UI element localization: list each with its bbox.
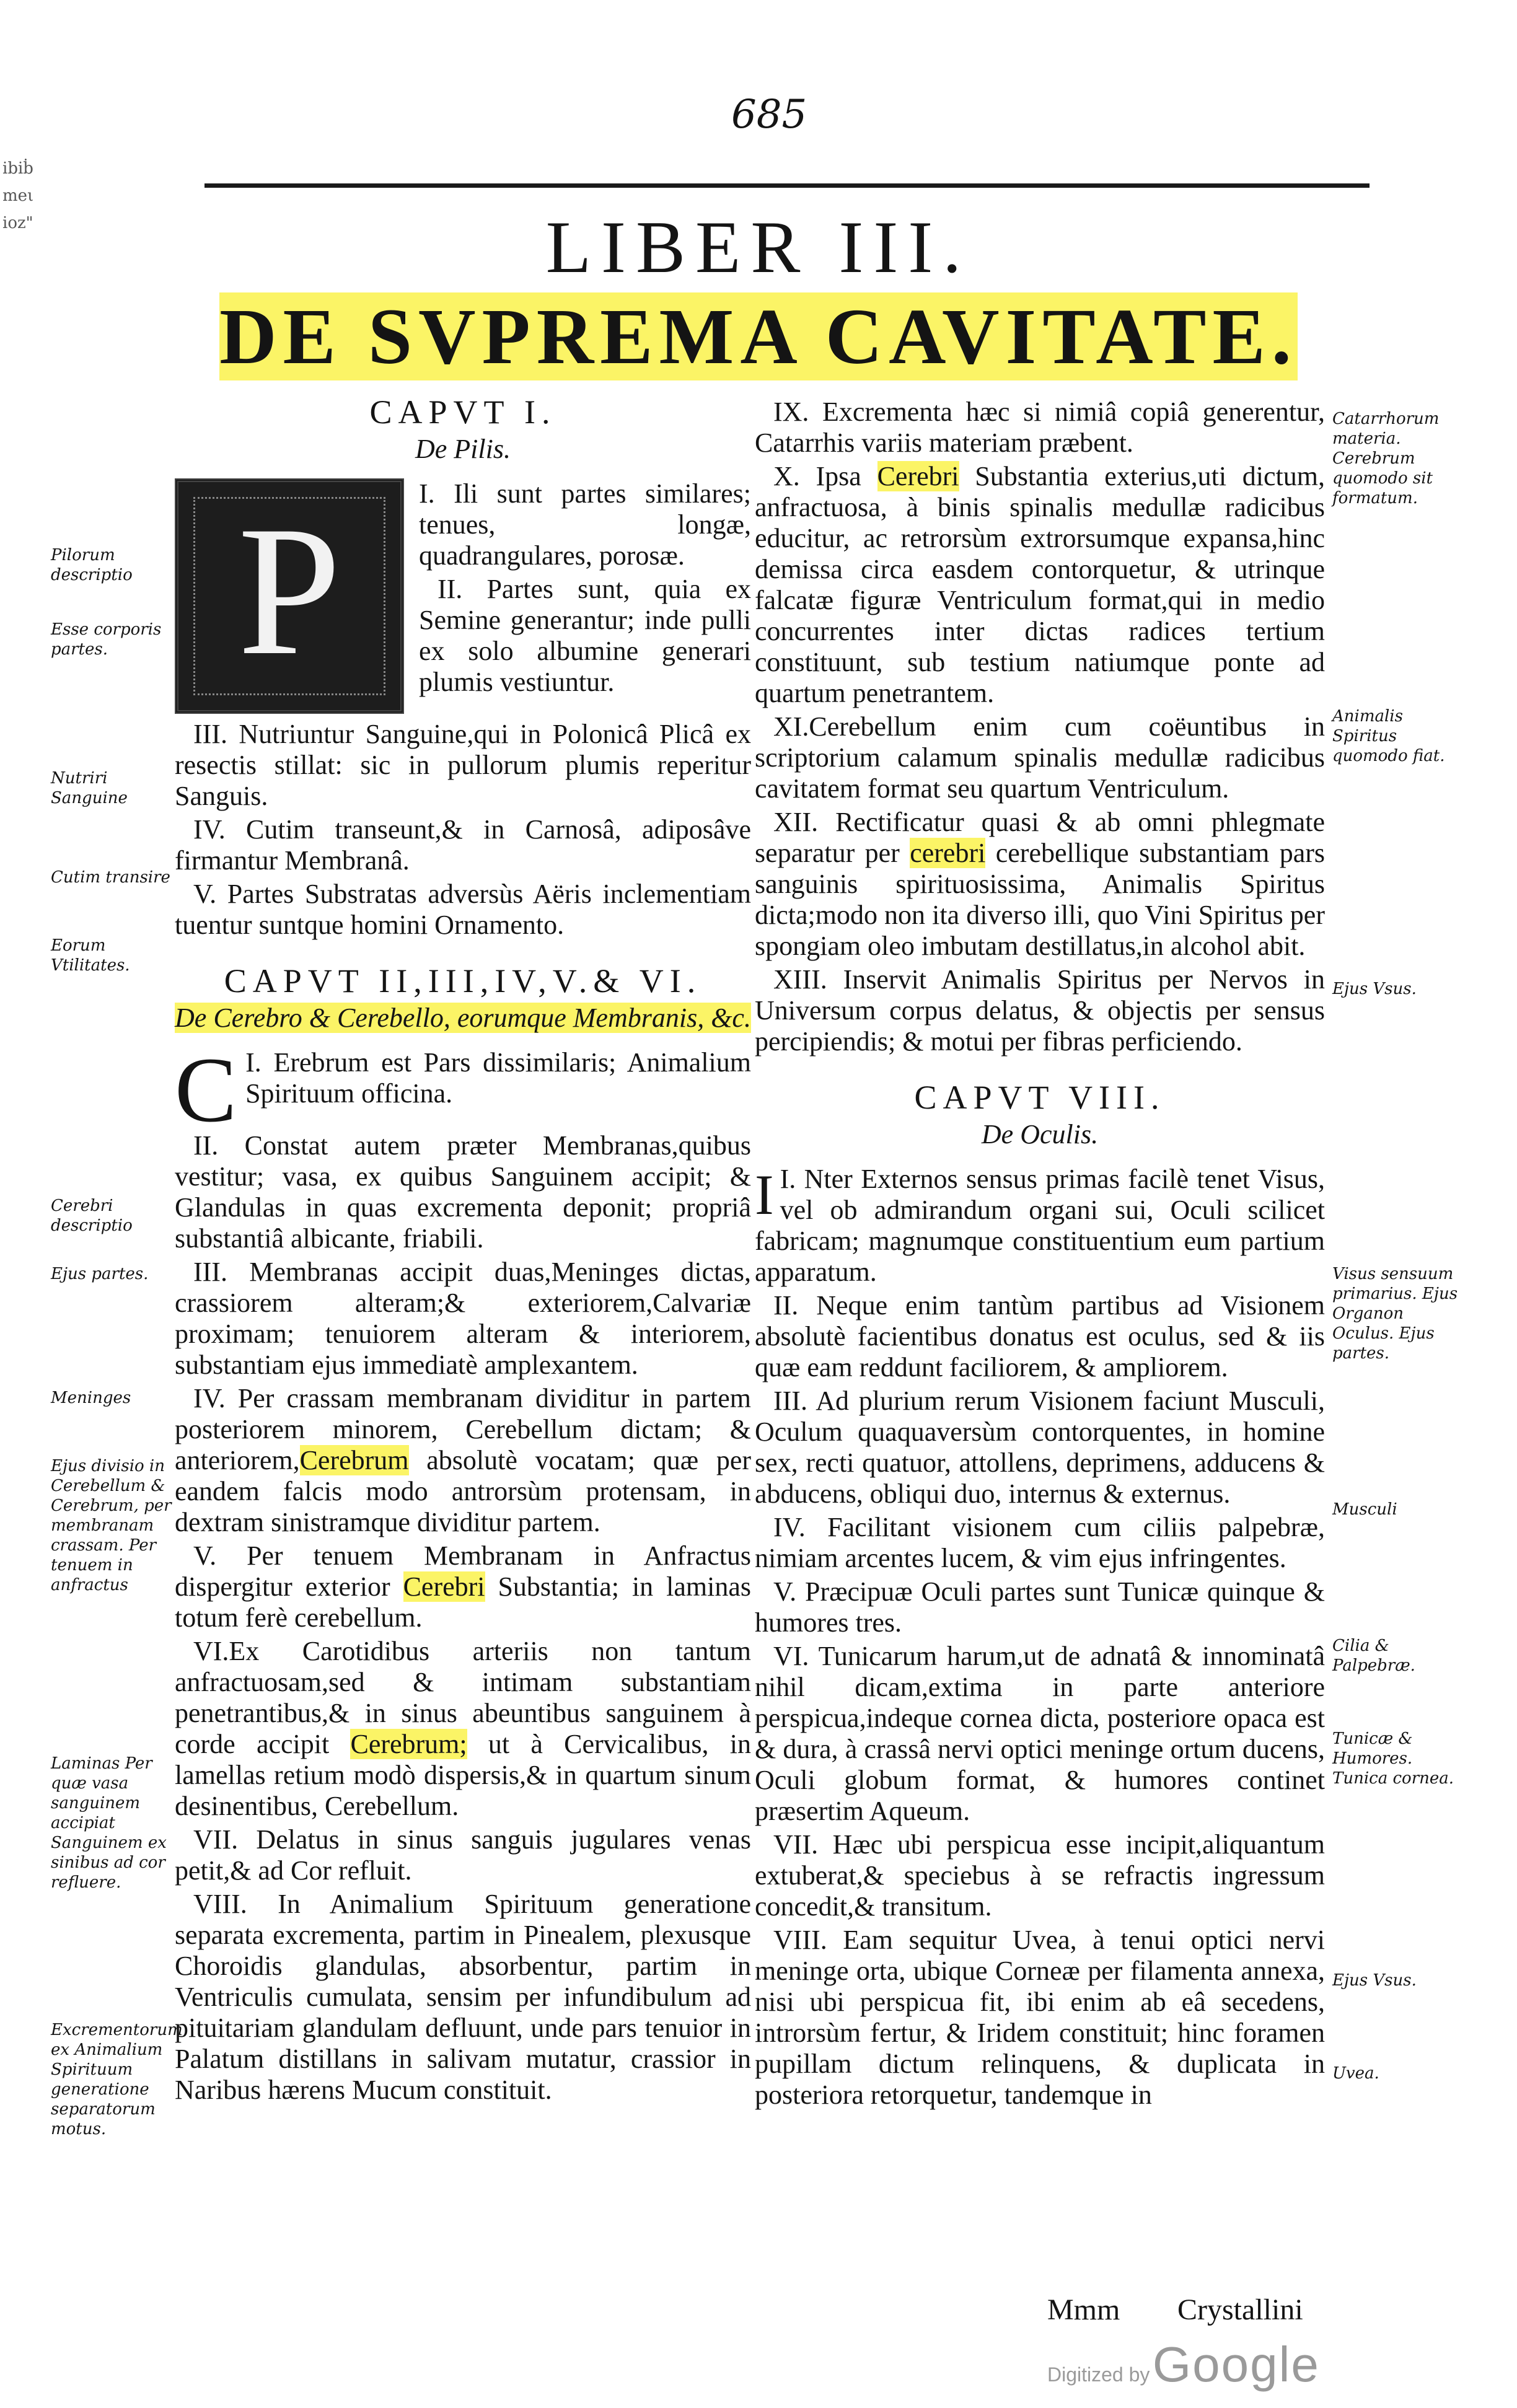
para-text: ut à Cervicalibus, in lamellas retium modò dispersis,& in quartum sinum desinentibus, Cerebellum.	[175, 1729, 751, 1821]
para-text: XII. Rectificatur quasi & ab omni phlegmate separatur per	[755, 807, 1325, 868]
paragraph: II. Neque enim tantùm partibus ad Visionem absolutè facientibus donatus est oculus, sed & iis quæ eam reddunt faciliorem, & ampliorem.	[755, 1290, 1325, 1382]
scribble-line: ibiḃ	[2, 159, 33, 178]
signature-mark: Mmm	[1047, 2293, 1120, 2326]
caput-2-heading: CAPVT II,III,IV,V.& VI.	[224, 962, 702, 1000]
paragraph: VI. Tunicarum harum,ut de adnatâ & innominatâ nihil dicam,extima in parte anteriore perspicua,indeque cornea dicta, posteriore opaca est & dura, à crassâ nervi optici meninge ortum ducens, Oculi globum format, & humores continet præsertim Aqueum.	[755, 1641, 1325, 1826]
margin-note-left: Cerebri descriptio	[51, 1197, 133, 1235]
para-number: I.	[780, 1164, 804, 1194]
para-text: Erebrum est Pars dissimilaris; Animalium Spirituum officina.	[245, 1047, 751, 1109]
caput-1-heading: CAPVT I.	[369, 393, 556, 431]
caput-8-subheading: De Oculis.	[981, 1119, 1099, 1149]
book-title: LIBER III.	[545, 206, 972, 288]
margin-note-right: Musculi	[1332, 1500, 1397, 1519]
paragraph: IX. Excrementa hæc si nimiâ copiâ generentur, Catarrhis variis materiam præbent.	[755, 397, 1325, 458]
para-text: Substantia; in laminas totum ferè cerebellum.	[175, 1571, 751, 1633]
para-text: Nter Externos sensus primas facilè tenet Visus, vel ob admirandum organi sui, Oculi scilicet fabricam; magnumque constituentium eum partium apparatum.	[755, 1164, 1326, 1287]
paragraph	[175, 1636, 751, 1822]
caput-1-subheading: De Pilis.	[415, 434, 511, 464]
section-title-highlight: DE SVPREMA CAVITATE.	[219, 292, 1298, 380]
paragraph	[755, 807, 1325, 962]
margin-note-right: Ejus Vsus.	[1332, 1971, 1417, 1990]
paragraph: I. Ili sunt partes similares; tenues, longæ, quadrangulares, porosæ.	[419, 478, 751, 571]
margin-note-left: Eorum Vtilitates.	[51, 936, 130, 975]
right-column	[755, 397, 1325, 2113]
paragraph: IV. Cutim transeunt,& in Carnosâ, adiposâve firmantur Membranâ.	[175, 814, 751, 876]
dropcap-letter: P	[237, 488, 341, 693]
paragraph: VIII. In Animalium Spirituum generatione separata excrementa, partim in Pinealem, plexusque Choroidis glandulas, absorbentur, partim in Ventriculis cumulata, sensim per infundibulum ad pituitariam glandulam defluunt, unde pars tenuior in Palatum distillans in salivam mutatur, crassior in Naribus hærens Mucum constituit.	[175, 1889, 751, 2105]
caput-1-first-paragraph	[175, 478, 751, 698]
margin-note-left: Excrementorum ex Animalium Spirituum generatione separatorum motus.	[51, 2021, 183, 2138]
para-number: I.	[245, 1047, 274, 1078]
subheading-highlight: De Cerebro & Cerebello, eorumque Membranis, &c.	[175, 1003, 751, 1033]
paragraph	[175, 1039, 751, 1141]
page-number: 685	[731, 92, 807, 138]
paragraph: XIII. Inservit Animalis Spiritus per Nervos in Universum corpus delatus, & objectis per sensus percipiendis; & motui per fibras perficiendo.	[755, 964, 1325, 1057]
margin-note-right: Cilia & Palpebræ.	[1332, 1637, 1415, 1675]
margin-note-left: Ejus divisio in Cerebellum & Cerebrum, per membranam crassam. Per tenuem in anfractus	[51, 1457, 172, 1594]
para-text: X. Ipsa	[773, 461, 877, 491]
scribble-line: meι	[2, 187, 34, 205]
left-column	[175, 393, 751, 2108]
section-title	[0, 291, 1517, 382]
paragraph: III. Membranas accipit duas,Meninges dictas, crassiorem alteram;& exteriorem,Calvariæ proximam; tenuiorem alteram & interiorem, substantiam ejus immediatè amplexantem.	[175, 1257, 751, 1380]
para-text: V. Per tenuem Membranam in Anfractus dispergitur exterior	[175, 1540, 751, 1602]
caput-8-heading: CAPVT VIII.	[914, 1079, 1166, 1116]
margin-note-right: Tunicæ & Humores. Tunica cornea.	[1332, 1729, 1454, 1788]
margin-note-right: Uvea.	[1332, 2064, 1379, 2083]
margin-note-left: Laminas Per quæ vasa sanguinem accipiat Sanguinem ex sinibus ad cor refluere.	[51, 1754, 167, 1892]
digitized-watermark	[1047, 2336, 1320, 2393]
margin-note-right: Animalis Spiritus quomodo fiat.	[1332, 707, 1445, 765]
paragraph: V. Partes Substratas adversùs Aëris inclementiam tuentur suntque homini Ornamento.	[175, 879, 751, 940]
paragraph: V. Præcipuæ Oculi partes sunt Tunicæ quinque & humores tres.	[755, 1576, 1325, 1638]
paragraph: VII. Delatus in sinus sanguis jugulares venas petit,& ad Cor refluit.	[175, 1824, 751, 1886]
margin-note-left: Nutriri Sanguine	[51, 769, 128, 807]
para-text: VI.Ex Carotidibus arteriis non tantum anfractuosam,sed & intimam substantiam penetrantibus,& in sinus abeuntibus sanguinem à corde accipit	[175, 1636, 751, 1759]
watermark-prefix: Digitized by	[1047, 2363, 1150, 2386]
decorated-initial-p	[175, 478, 404, 714]
highlighted-term: Cerebri	[877, 461, 959, 491]
paragraph: XI.Cerebellum enim cum coëuntibus in scriptorium calamum spinalis medullæ radicibus cavitatem format seu quartum Ventriculum.	[755, 711, 1325, 804]
margin-note-right: Catarrhorum materia. Cerebrum quomodo sit formatum.	[1332, 410, 1440, 508]
highlighted-term: Cerebrum	[299, 1445, 409, 1475]
paragraph: IV. Facilitant visionem cum ciliis palpebræ, nimiam arcentes lucem, & vim ejus infringentes.	[755, 1512, 1325, 1573]
para-text: cerebellique substantiam pars sanguinis spirituosissima, Animalis Spiritus dicta;modo non ita diverso illi, quo Vini Spiritus per spongiam oleo imbutam destillatus,in alcohol abit.	[755, 838, 1326, 961]
paragraph: III. Nutriuntur Sanguine,qui in Polonicâ Plicâ ex resectis stillat: sic in pullorum plumis reperitur Sanguis.	[175, 719, 751, 811]
highlighted-term: Cerebrum;	[350, 1729, 467, 1759]
margin-note-left: Esse corporis partes.	[51, 620, 162, 659]
paragraph: VIII. Eam sequitur Uvea, à tenui optici nervi meninge orta, ubique Corneæ per filamenta annexa, nisi ubi perspicua fit, ibi enim ab eâ secedens, introrsùm fertur, & Iridem constituit; hinc foramen pupillam dictum relinquens, & duplicata in posteriora retorquetur, tandemque in	[755, 1925, 1325, 2110]
paragraph	[175, 1540, 751, 1633]
paragraph	[755, 461, 1325, 709]
paragraph: II. Partes sunt, quia ex Semine generantur; inde pulli ex solo albumine generari plumis vestiuntur.	[419, 574, 751, 697]
margin-note-left: Pilorum descriptio	[51, 546, 133, 584]
scribble-line: ioz"	[2, 214, 33, 232]
watermark-logo: Google	[1152, 2337, 1320, 2392]
margin-note-right: Visus sensuum primarius. Ejus Organon Oculus. Ejus partes.	[1332, 1265, 1458, 1363]
paragraph: III. Ad plurium rerum Visionem faciunt Musculi, Oculum quaquaversùm contorquentes, in homine sex, recti quatuor, attollens, deprimens, adducens & abducens, obliqui duo, internus & externus.	[755, 1386, 1325, 1509]
highlighted-term: Cerebri	[403, 1571, 485, 1602]
highlighted-term: cerebri	[910, 838, 986, 868]
caput-2-subheading	[175, 1003, 751, 1034]
paragraph	[755, 1164, 1325, 1288]
initial-letter: I	[755, 1163, 774, 1226]
initial-letter: C	[175, 1039, 237, 1141]
margin-note-left: Ejus partes.	[51, 1265, 149, 1283]
catchword: Crystallini	[1177, 2293, 1303, 2326]
top-rule	[204, 183, 1370, 188]
paragraph: VII. Hæc ubi perspicua esse incipit,aliquantum extuberat,& speciebus à se refractis ingressum concedit,& transitum.	[755, 1829, 1325, 1922]
para-text: IV. Per crassam membranam dividitur in partem posteriorem minorem, Cerebellum dictam; & anteriorem,	[175, 1383, 751, 1475]
margin-note-left: Meninges	[51, 1389, 131, 1407]
margin-note-left: Cutim transire	[51, 868, 170, 887]
margin-note-right: Ejus Vsus.	[1332, 980, 1417, 998]
para-text: absolutè vocatam; quæ per eandem falcis modo antrorsùm protensam, in dextram sinistramque dividitur partem.	[175, 1445, 751, 1537]
paragraph	[175, 1383, 751, 1538]
para-text: Substantia exterius,uti dictum, anfractuosa, à binis spinalis medullæ radicibus educitur, ac retrorsùm extrorsumque expansa,hinc demissa circa easdem contorquetur, & utrinque falcatæ figuræ Ventriculum format,qui in medio concurrentes inter dictas radices tertium constituunt, sub testium natiumque ponte ad quartum penetrantem.	[755, 461, 1325, 708]
paragraph: II. Constat autem præter Membranas,quibus vestitur; vasa, ex quibus Sanguinem accipit; & Glandulas in quas excrementa deponit; propriâ substantiâ albicante, friabili.	[175, 1130, 751, 1254]
